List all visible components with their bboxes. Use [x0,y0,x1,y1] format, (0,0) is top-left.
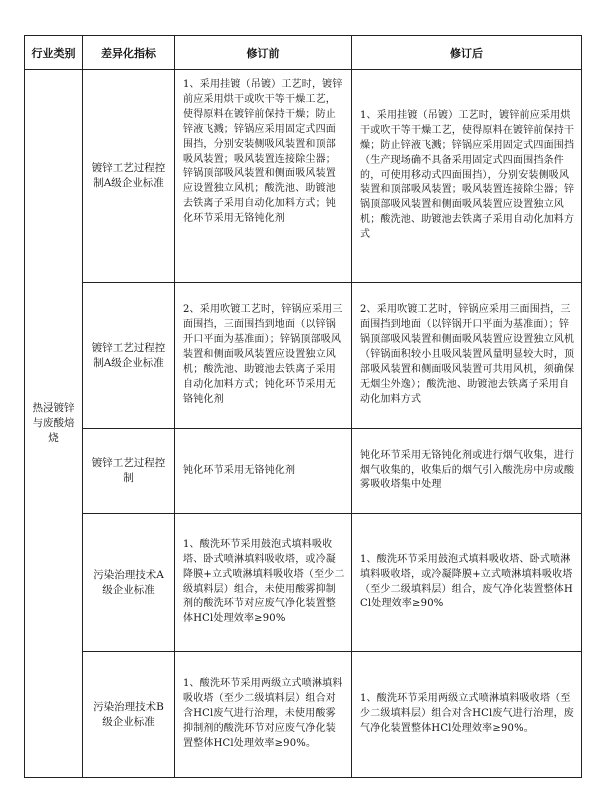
indicator-cell: 镀锌工艺过程控制A级企业标准 [83,70,175,283]
industry-category-cell: 热浸镀锌与废酸焙烧 [25,70,83,778]
after-cell: 钝化环节采用无铬钝化剂或进行烟气收集，进行烟气收集的，收集后的烟气引入酸洗房中房或酸雾吸收塔集中处理 [352,429,582,514]
table-row [25,514,582,652]
header-before-revision: 修订前 [175,36,352,70]
indicator-cell: 镀锌工艺过程控制 [83,429,175,514]
revision-table [24,35,582,778]
table-row [25,70,582,283]
header-after-revision: 修订后 [352,36,582,70]
after-cell: 1、采用挂镀（吊镀）工艺时，镀锌前应采用烘干或吹干等干燥工艺，使得原料在镀锌前保持干燥；防止锌液飞溅；锌锅应采用固定式四面围挡（生产现场确不具备采用固定式四面围挡条件的，可使用移动式四面围挡），分别安装侧吸风装置和顶部吸风装置；吸风装置连接除尘器；锌锅顶部吸风装置和侧面吸风装置应设置独立风机；酸洗池、助镀池去铁离子采用自动化加料方式 [352,70,582,283]
before-cell: 1、酸洗环节采用两级立式喷淋填料吸收塔（至少二级填料层）组合对含HCl废气进行治理，未使用酸雾抑制剂的酸洗环节对应废气净化装置整体HCl处理效率≥90%。 [175,652,352,778]
header-indicator: 差异化指标 [83,36,175,70]
after-cell: 1、酸洗环节采用两级立式喷淋填料吸收塔（至少二级填料层）组合对含HCl废气进行治理，废气净化装置整体HCl处理效率≥90%。 [352,652,582,778]
table-row [25,429,582,514]
table-row [25,652,582,778]
indicator-cell: 污染治理技术B级企业标准 [83,652,175,778]
before-cell: 2、采用吹镀工艺时，锌锅应采用三面围挡，三面围挡到地面（以锌锅开口平面为基准面）；锌锅顶部吸风装置和侧面吸风装置应设置独立风机；酸洗池、助镀池去铁离子采用自动化加料方式；钝化环节采用无铬钝化剂 [175,283,352,429]
header-row [25,36,582,70]
indicator-cell: 污染治理技术A级企业标准 [83,514,175,652]
before-cell: 钝化环节采用无铬钝化剂 [175,429,352,514]
indicator-cell: 镀锌工艺过程控制A级企业标准 [83,283,175,429]
after-cell: 2、采用吹镀工艺时，锌锅应采用三面围挡，三面围挡到地面（以锌锅开口平面为基准面）；锌锅顶部吸风装置和侧面吸风装置应设置独立风机（锌锅面积较小且吸风装置风量明显较大时，顶部吸风装置和侧面吸风装置可共用风机，须确保无烟尘外逸）；酸洗池、助镀池去铁离子采用自动化加料方式 [352,283,582,429]
before-cell: 1、采用挂镀（吊镀）工艺时，镀锌前应采用烘干或吹干等干燥工艺，使得原料在镀锌前保持干燥；防止锌液飞溅；锌锅应采用固定式四面围挡，分别安装侧吸风装置和顶部吸风装置；吸风装置连接除尘器；锌锅顶部吸风装置和侧面吸风装置应设置独立风机；酸洗池、助镀池去铁离子采用自动化加料方式；钝化环节采用无铬钝化剂 [175,70,352,283]
after-cell: 1、酸洗环节采用鼓泡式填料吸收塔、卧式喷淋填料吸收塔，或冷凝降膜+立式喷淋填料吸收塔（至少二级填料层）组合，废气净化装置整体HCl处理效率≥90% [352,514,582,652]
table-row [25,283,582,429]
header-industry-category: 行业类别 [25,36,83,70]
before-cell: 1、酸洗环节采用鼓泡式填料吸收塔、卧式喷淋填料吸收塔，或冷凝降膜+立式喷淋填料吸收塔（至少二级填料层）组合，未使用酸雾抑制剂的酸洗环节对应废气净化装置整体HCl处理效率≥90% [175,514,352,652]
